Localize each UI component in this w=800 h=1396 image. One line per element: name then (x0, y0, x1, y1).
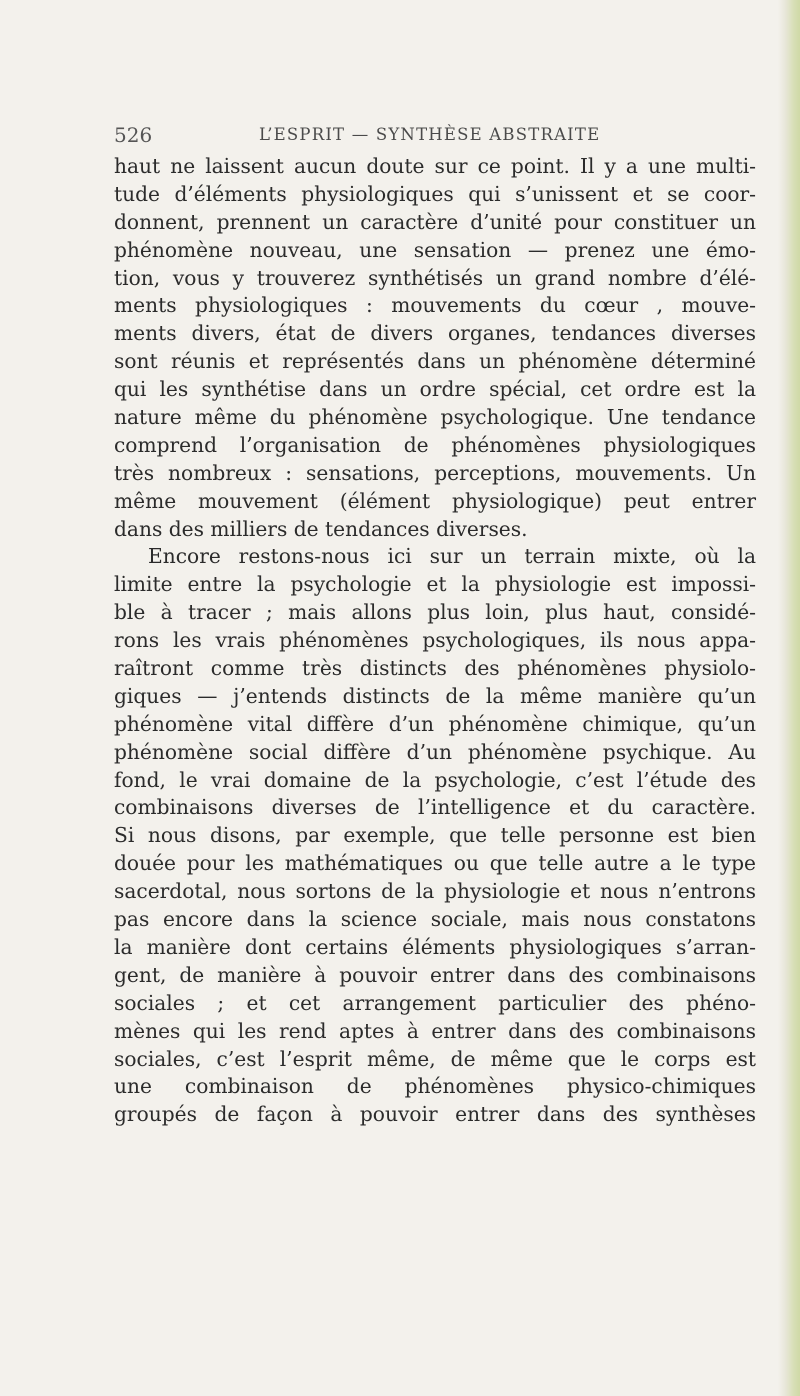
text-line: très nombreux : sensations, perceptions, mouvements. Un (114, 460, 756, 485)
text-line: tude d’éléments physiologiques qui s’unissent et se coor- (114, 181, 756, 206)
text-line: donnent, prennent un caractère d’unité pour constituer un (114, 209, 756, 234)
text-line: même mouvement (élément physiologique) peut entrer (114, 488, 756, 513)
text-line: sacerdotal, nous sortons de la physiologie et nous n’entrons (114, 879, 756, 904)
text-line: dans des milliers de tendances diverses. (114, 516, 528, 541)
text-line: phénomène social diffère d’un phénomène psychique. Au (114, 739, 756, 764)
text-line: fond, le vrai domaine de la psychologie, c’est l’étude des (114, 767, 756, 792)
text-line: pas encore dans la science sociale, mais nous constatons (114, 907, 756, 932)
page-edge (778, 0, 800, 1396)
text-line: tion, vous y trouverez synthétisés un grand nombre d’élé- (114, 265, 756, 290)
text-line: ments physiologiques : mouvements du cœur , mouve- (114, 293, 756, 318)
text-line: haut ne laissent aucun doute sur ce point. Il y a une multi- (114, 154, 756, 178)
running-head (114, 123, 754, 147)
text-line: ments divers, état de divers organes, tendances diverses (114, 321, 756, 346)
text-line: phénomène vital diffère d’un phénomène chimique, qu’un (114, 711, 756, 736)
running-title: L’ESPRIT — SYNTHÈSE ABSTRAITE (259, 125, 601, 144)
text-line: sociales ; et cet arrangement particulier des phéno- (114, 990, 756, 1015)
text-line: nature même du phénomène psychologique. Une tendance (114, 405, 756, 430)
text-line: sociales, c’est l’esprit même, de même que le corps est (114, 1046, 756, 1071)
text-line: douée pour les mathématiques ou que telle autre a le type (114, 851, 756, 876)
paragraph-first-line: Encore restons-nous ici sur un terrain mixte, où la (148, 544, 756, 569)
text-line: gent, de manière à pouvoir entrer dans des combinaisons (114, 962, 756, 987)
text-line: mènes qui les rend aptes à entrer dans des combinaisons (114, 1018, 756, 1043)
text-line: giques — j’entends distincts de la même manière qu’un (114, 683, 756, 708)
text-line: limite entre la psychologie et la physiologie est impossi- (114, 572, 756, 597)
text-line: groupés de façon à pouvoir entrer dans des synthèses (114, 1102, 756, 1127)
text-line: Si nous disons, par exemple, que telle personne est bien (114, 823, 756, 848)
text-line: la manière dont certains éléments physiologiques s’arran- (114, 934, 756, 959)
text-line: qui les synthétise dans un ordre spécial, cet ordre est la (114, 377, 756, 402)
page-number: 526 (114, 123, 153, 147)
text-line: une combinaison de phénomènes physico-chimiques (114, 1074, 756, 1099)
text-line: phénomène nouveau, une sensation — prenez une émo- (114, 237, 756, 262)
text-line: raîtront comme très distincts des phénomènes physiolo- (114, 656, 756, 681)
body-text (114, 153, 756, 1129)
text-line: sont réunis et représentés dans un phénomène déterminé (114, 349, 756, 374)
text-line: combinaisons diverses de l’intelligence et du caractère. (114, 795, 756, 820)
text-line: comprend l’organisation de phénomènes physiologiques (114, 432, 756, 457)
text-line: rons les vrais phénomènes psychologiques, ils nous appa- (114, 628, 756, 653)
text-line: ble à tracer ; mais allons plus loin, plus haut, considé- (114, 600, 756, 625)
